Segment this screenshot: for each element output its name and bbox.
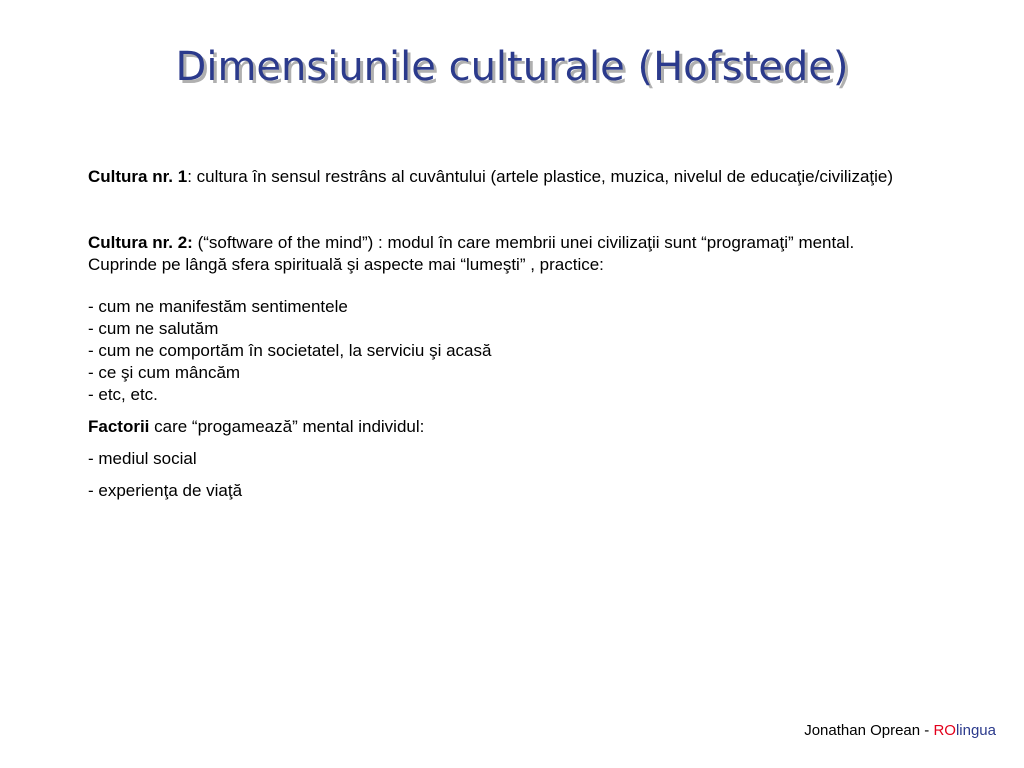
footer-author: Jonathan Oprean - bbox=[804, 722, 934, 739]
list-item: - ce şi cum mâncăm bbox=[88, 363, 241, 382]
paragraph-culture-1 bbox=[88, 166, 908, 188]
slide-body bbox=[88, 166, 908, 502]
slide-title: Dimensiunile culturale (Hofstede) bbox=[175, 44, 849, 90]
culture-2-label: Cultura nr. 2: bbox=[88, 233, 193, 252]
footer-credit bbox=[804, 722, 996, 739]
factors-text: care “progamează” mental individul: bbox=[149, 417, 425, 436]
paragraph-culture-2 bbox=[88, 232, 908, 276]
brand-ro: RO bbox=[933, 722, 956, 739]
brand-lingua: lingua bbox=[955, 722, 996, 739]
paragraph-factors bbox=[88, 416, 908, 438]
list-item: - cum ne comportăm în societatel, la serviciu şi acasă bbox=[88, 341, 492, 360]
culture-1-text: : cultura în sensul restrâns al cuvântului (artele plastice, muzica, nivelul de educaţie/civilizaţie) bbox=[187, 167, 894, 186]
practices-list bbox=[88, 296, 908, 406]
factors-label: Factorii bbox=[88, 417, 150, 436]
list-item: - cum ne salutăm bbox=[88, 319, 219, 338]
list-item: - cum ne manifestăm sentimentele bbox=[88, 297, 348, 316]
culture-2-text: (“software of the mind”) : modul în care membrii unei civilizaţii sunt “programaţi” mental. Cuprinde pe lângă sfera spirituală şi aspecte mai “lumeşti” , practice: bbox=[88, 233, 855, 274]
list-item: - experienţa de viaţă bbox=[88, 481, 243, 500]
culture-1-label: Cultura nr. 1 bbox=[88, 167, 188, 186]
list-item: - mediul social bbox=[88, 449, 197, 468]
list-item: - etc, etc. bbox=[88, 385, 158, 404]
